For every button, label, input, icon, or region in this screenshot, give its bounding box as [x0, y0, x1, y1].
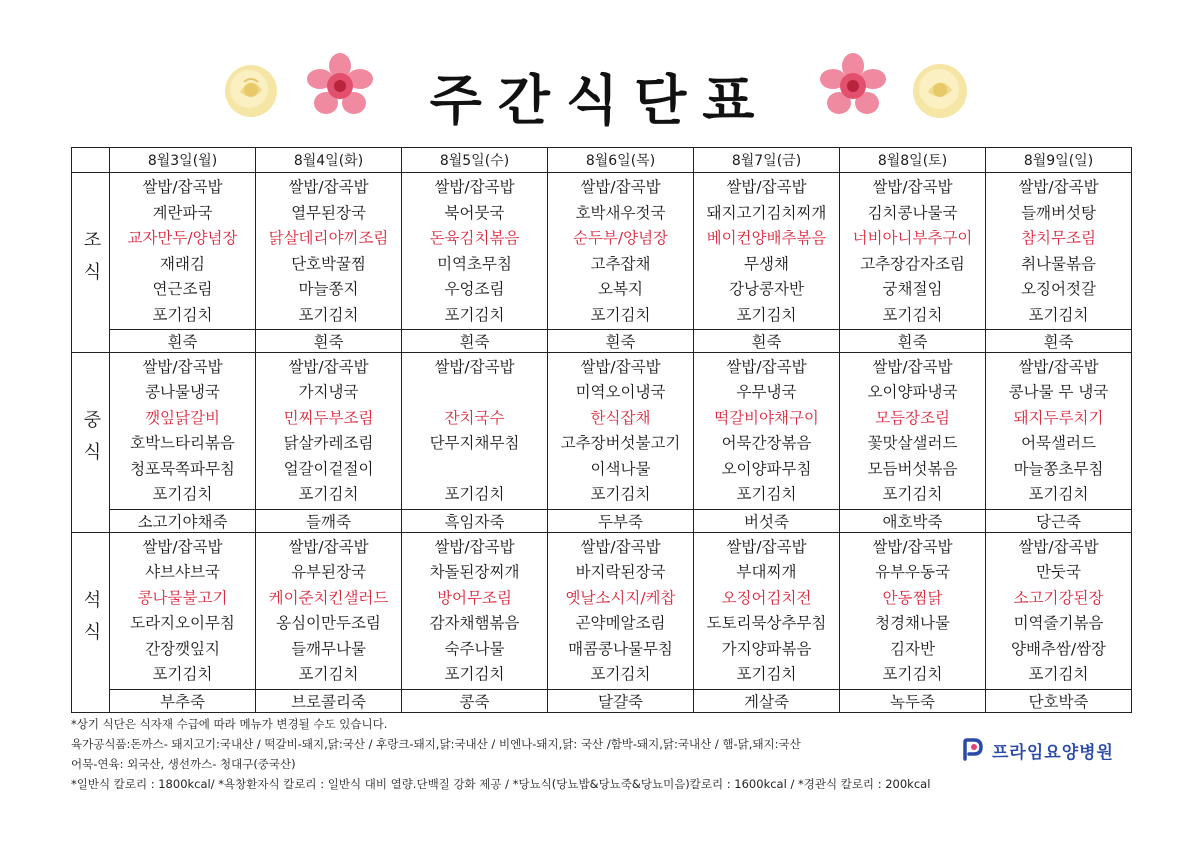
menu-item: 쌀밥/잡곡밥 — [580, 178, 661, 196]
menu-item: 얼갈이겉절이 — [283, 459, 374, 478]
note-calories: *일반식 칼로리 : 1800kcal/ *욕창환자식 칼로리 : 일반식 대비 열량.단백질 강화 제공 / *당뇨식(당뇨밥&당뇨죽&당뇨미음)칼로리 : 1600kcal / *경관식 칼로리 : 200kcal — [71, 777, 931, 791]
porridge-cell: 흰죽 — [256, 329, 402, 352]
menu-item: 가지양파볶음 — [721, 639, 812, 658]
menu-item: 포기김치 — [736, 485, 797, 504]
menu-cell — [256, 352, 402, 509]
menu-item: 김자반 — [890, 639, 935, 658]
day-header: 8월9일(일) — [986, 148, 1132, 173]
menu-cell — [840, 173, 986, 330]
menu-cell — [256, 532, 402, 689]
porridge-cell: 버섯죽 — [694, 509, 840, 532]
menu-item: 쌀밥/잡곡밥 — [142, 357, 223, 376]
menu-item: 유부된장국 — [291, 563, 366, 582]
menu-item: 쌀밥/잡곡밥 — [434, 537, 515, 556]
menu-item: 호박새우젓국 — [575, 203, 666, 222]
menu-item: 미역오이냉국 — [575, 383, 666, 402]
main-dish: 너비아니부추구이 — [852, 229, 973, 247]
menu-item: 김치콩나물국 — [867, 203, 958, 222]
menu-item: 포기김치 — [298, 665, 359, 684]
pink-flower-icon — [818, 53, 888, 119]
menu-item: 포기김치 — [736, 305, 797, 324]
porridge-row — [72, 509, 1132, 532]
porridge-cell: 소고기야채죽 — [110, 509, 256, 532]
note-origin-meat: 육가공식품:돈까스- 돼지고기:국내산 / 떡갈비-돼지,닭:국산 / 후랑크-돼지,닭:국내산 / 비엔나-돼지,닭: 국산 /함박-돼지,닭:국내산 / 햄-닭,돼지:국산 — [71, 737, 801, 751]
menu-item: 청경채나물 — [875, 614, 950, 633]
main-dish: 방어무조림 — [437, 588, 512, 607]
main-dish: 닭살데리야끼조림 — [268, 229, 389, 247]
menu-item: 포기김치 — [590, 665, 651, 684]
menu-item: 쌀밥/잡곡밥 — [434, 178, 515, 196]
menu-cell — [110, 352, 256, 509]
menu-item: 취나물볶음 — [1021, 254, 1096, 273]
porridge-cell: 부추죽 — [110, 689, 256, 712]
menu-cell — [402, 352, 548, 509]
meal-label-text: 조식 — [80, 230, 102, 295]
meal-label — [72, 532, 110, 712]
menu-item: 재래김 — [160, 254, 205, 273]
menu-item: 부대찌개 — [736, 563, 797, 582]
menu-item: 쌀밥/잡곡밥 — [1018, 178, 1099, 196]
menu-item: 마늘쫑초무침 — [1013, 459, 1104, 478]
menu-item: 쌀밥/잡곡밥 — [1018, 537, 1099, 556]
menu-cell — [694, 173, 840, 330]
menu-item: 쌀밥/잡곡밥 — [580, 537, 661, 556]
yellow-rose-icon — [908, 62, 972, 120]
main-dish: 교자만두/양념장 — [127, 229, 238, 247]
menu-item: 단무지채무침 — [429, 434, 520, 453]
menu-item: 쌀밥/잡곡밥 — [288, 537, 369, 556]
menu-item: 미역줄기볶음 — [1013, 614, 1104, 633]
day-header: 8월8일(토) — [840, 148, 986, 173]
porridge-cell: 흰죽 — [986, 329, 1132, 352]
menu-item: 단호박꿀찜 — [291, 254, 366, 273]
menu-item: 어묵간장볶음 — [721, 434, 812, 453]
menu-cell — [256, 173, 402, 330]
porridge-cell: 콩죽 — [402, 689, 548, 712]
menu-item: 꽃맛살샐러드 — [867, 434, 958, 453]
menu-item: 쌀밥/잡곡밥 — [142, 537, 223, 556]
menu-item: 포기김치 — [590, 305, 651, 324]
menu-item: 쌀밥/잡곡밥 — [580, 357, 661, 376]
menu-item: 포기김치 — [1028, 485, 1089, 504]
menu-item: 콩나물냉국 — [145, 383, 220, 402]
menu-item: 궁채절임 — [882, 280, 943, 298]
menu-item: 북어뭇국 — [444, 203, 505, 222]
porridge-cell: 애호박죽 — [840, 509, 986, 532]
menu-item: 쌀밥/잡곡밥 — [1018, 357, 1099, 376]
menu-item: 청포묵쪽파무침 — [130, 459, 235, 478]
menu-item: 바지락된장국 — [575, 563, 666, 582]
porridge-cell: 녹두죽 — [840, 689, 986, 712]
menu-cell — [986, 352, 1132, 509]
menu-item: 곤약메알조림 — [575, 614, 666, 633]
menu-item: 간장깻잎지 — [145, 639, 220, 658]
porridge-cell: 두부죽 — [548, 509, 694, 532]
main-dish: 콩나물불고기 — [137, 588, 228, 607]
menu-item: 포기김치 — [152, 665, 213, 684]
main-dish: 떡갈비야채구이 — [714, 408, 819, 427]
main-dish: 베이컨양배추볶음 — [706, 229, 827, 247]
menu-cell — [402, 173, 548, 330]
meal-items-row — [72, 352, 1132, 509]
menu-item: 포기김치 — [298, 305, 359, 324]
menu-item: 오이양파냉국 — [867, 383, 958, 402]
main-dish: 모듬장조림 — [875, 408, 950, 427]
menu-item: 호박느타리볶음 — [130, 434, 235, 453]
menu-item — [402, 380, 547, 406]
hospital-logo-text: 프라임요양병원 — [992, 742, 1114, 763]
menu-cell — [986, 173, 1132, 330]
main-dish: 오징어김치전 — [721, 588, 812, 607]
main-dish: 돈육김치볶음 — [429, 229, 520, 247]
menu-item: 고추잡채 — [590, 254, 651, 273]
menu-cell — [548, 352, 694, 509]
porridge-cell: 단호박죽 — [986, 689, 1132, 712]
menu-cell — [548, 532, 694, 689]
menu-item: 쌀밥/잡곡밥 — [288, 357, 369, 376]
menu-item: 쌀밥/잡곡밥 — [726, 357, 807, 376]
menu-item: 포기김치 — [1028, 665, 1089, 684]
meal-items-row — [72, 532, 1132, 689]
porridge-cell: 흰죽 — [694, 329, 840, 352]
menu-item: 쌀밥/잡곡밥 — [872, 178, 953, 196]
menu-item: 쌀밥/잡곡밥 — [288, 178, 369, 196]
menu-cell — [840, 352, 986, 509]
hospital-logo-icon — [960, 737, 986, 763]
menu-item: 쌀밥/잡곡밥 — [872, 357, 953, 376]
menu-item: 포기김치 — [152, 305, 213, 324]
main-dish: 돼지두루치기 — [1013, 408, 1104, 427]
menu-item: 오이양파무침 — [721, 459, 812, 478]
menu-cell — [694, 532, 840, 689]
meal-label — [72, 352, 110, 532]
menu-item: 쌀밥/잡곡밥 — [872, 537, 953, 556]
menu-item: 포기김치 — [444, 485, 505, 504]
menu-item: 포기김치 — [882, 665, 943, 684]
menu-item: 쌀밥/잡곡밥 — [726, 537, 807, 556]
menu-item: 포기김치 — [298, 485, 359, 504]
hospital-logo — [960, 737, 1114, 763]
menu-cell — [110, 532, 256, 689]
menu-cell — [840, 532, 986, 689]
menu-item: 연근조림 — [152, 280, 213, 298]
menu-item: 유부우동국 — [875, 563, 950, 582]
main-dish: 참치무조림 — [1021, 229, 1096, 247]
menu-item: 포기김치 — [444, 305, 505, 324]
menu-item: 계란파국 — [152, 203, 213, 222]
menu-item: 숙주나물 — [444, 639, 505, 658]
menu-item: 쌀밥/잡곡밥 — [726, 178, 807, 196]
menu-item: 어묵샐러드 — [1021, 434, 1096, 453]
menu-cell — [694, 352, 840, 509]
menu-cell — [986, 532, 1132, 689]
note-change: *상기 식단은 식자재 수급에 따라 메뉴가 변경될 수도 있습니다. — [71, 717, 388, 731]
porridge-cell: 게살죽 — [694, 689, 840, 712]
menu-item: 들깨무나물 — [291, 639, 366, 658]
main-dish: 옛날소시지/케찹 — [565, 588, 676, 607]
menu-item: 포기김치 — [1028, 305, 1089, 324]
header — [0, 0, 1200, 140]
main-dish: 깻잎닭갈비 — [145, 408, 220, 427]
menu-item: 양배추쌈/쌈장 — [1010, 639, 1107, 658]
menu-item: 도라지오이무침 — [130, 614, 235, 633]
porridge-cell: 흰죽 — [110, 329, 256, 352]
porridge-cell: 흰죽 — [840, 329, 986, 352]
porridge-cell: 브로콜리죽 — [256, 689, 402, 712]
main-dish: 민찌두부조림 — [283, 408, 374, 427]
porridge-cell: 들깨죽 — [256, 509, 402, 532]
menu-item: 포기김치 — [152, 485, 213, 504]
porridge-cell: 달걀죽 — [548, 689, 694, 712]
menu-item: 포기김치 — [882, 485, 943, 504]
main-dish: 소고기강된장 — [1013, 588, 1104, 607]
menu-item: 우무냉국 — [736, 383, 797, 402]
note-origin-fish: 어묵-연육: 외국산, 생선까스- 청대구(중국산) — [71, 757, 296, 771]
menu-item: 도토리묵상추무침 — [706, 614, 827, 633]
menu-cell — [548, 173, 694, 330]
menu-item: 오징어젓갈 — [1021, 280, 1096, 298]
menu-item: 우엉조림 — [444, 280, 505, 298]
porridge-cell: 흰죽 — [402, 329, 548, 352]
day-header: 8월3일(월) — [110, 148, 256, 173]
meal-label — [72, 173, 110, 353]
porridge-cell: 흑임자죽 — [402, 509, 548, 532]
main-dish: 잔치국수 — [444, 408, 505, 427]
menu-item: 포기김치 — [736, 665, 797, 684]
menu-item: 차돌된장찌개 — [429, 563, 520, 582]
day-header: 8월5일(수) — [402, 148, 548, 173]
main-dish: 안동찜닭 — [882, 588, 943, 607]
menu-item: 이색나물 — [590, 459, 651, 478]
day-header: 8월4일(화) — [256, 148, 402, 173]
menu-item: 매콤콩나물무침 — [568, 639, 673, 658]
menu-item: 쌀밥/잡곡밥 — [142, 178, 223, 196]
porridge-row — [72, 689, 1132, 712]
menu-item: 열무된장국 — [291, 203, 366, 222]
menu-item: 돼지고기김치찌개 — [706, 203, 827, 222]
meal-label-text: 석식 — [80, 590, 102, 655]
menu-item: 만둣국 — [1036, 563, 1081, 582]
menu-item: 모듬버섯볶음 — [867, 459, 958, 478]
menu-item: 오복지 — [598, 280, 643, 298]
menu-item: 가지냉국 — [298, 383, 359, 402]
weekly-menu-table — [71, 147, 1132, 713]
menu-item: 샤브샤브국 — [145, 563, 220, 582]
menu-item: 포기김치 — [444, 665, 505, 684]
menu-item — [402, 457, 547, 483]
menu-item: 고추장감자조림 — [860, 254, 965, 273]
menu-item: 무생채 — [744, 254, 789, 273]
menu-item: 옹심이만두조림 — [276, 614, 381, 633]
porridge-row — [72, 329, 1132, 352]
main-dish: 순두부/양념장 — [572, 229, 669, 247]
corner-cell — [72, 148, 110, 173]
main-dish: 한식잡채 — [590, 408, 651, 427]
menu-cell — [110, 173, 256, 330]
menu-item: 미역초무침 — [437, 254, 512, 273]
day-header: 8월6일(목) — [548, 148, 694, 173]
porridge-cell: 당근죽 — [986, 509, 1132, 532]
meal-label-text: 중식 — [80, 410, 102, 475]
day-header: 8월7일(금) — [694, 148, 840, 173]
menu-cell — [402, 532, 548, 689]
menu-item: 콩나물 무 냉국 — [1008, 383, 1109, 402]
meal-items-row — [72, 173, 1132, 330]
menu-item: 들깨버섯탕 — [1021, 203, 1096, 222]
porridge-cell: 흰죽 — [548, 329, 694, 352]
menu-item: 마늘쫑지 — [298, 280, 359, 298]
menu-item: 닭살카레조림 — [283, 434, 374, 453]
page-title: 주간식단표 — [429, 69, 771, 132]
menu-item: 포기김치 — [590, 485, 651, 504]
menu-item: 강낭콩자반 — [729, 280, 804, 298]
menu-item: 감자채햄볶음 — [429, 614, 520, 633]
menu-item: 쌀밥/잡곡밥 — [434, 357, 515, 376]
main-dish: 케이준치킨샐러드 — [268, 588, 389, 607]
menu-item: 고추장버섯불고기 — [560, 434, 681, 453]
menu-item: 포기김치 — [882, 305, 943, 324]
day-header-row — [72, 148, 1132, 173]
